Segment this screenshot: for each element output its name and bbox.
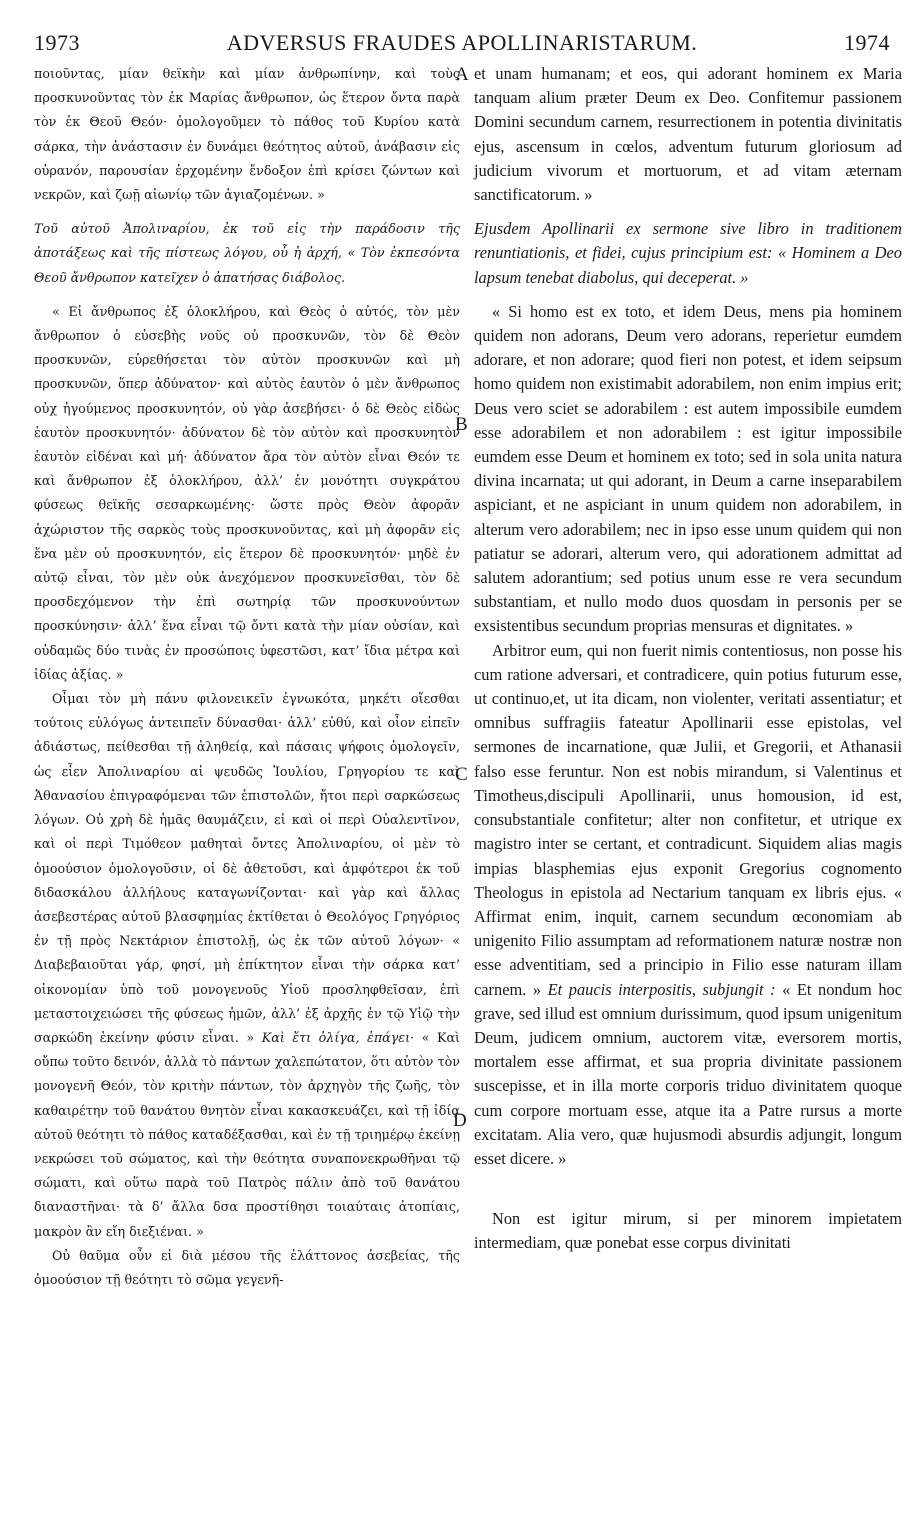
- greek-paragraph-quote: « Εἰ ἄνθρωπος ἐξ ὁλοκλήρου, καὶ Θεὸς ὁ αὐτός, τὸν μὲν ἄνθρωπον ὁ εὐσεβὴς νοῦς οὐ προσκυνῶν, τὸν δὲ Θεὸν προσκυνῶν, εὑρεθήσεται τὸν αὐτὸν προσκυνῶν καὶ μὴ προσκυνῶν, ὅπερ ἀδύνατον· καὶ αὐτὸς ἑαυτὸν ὁ μὲν ἄνθρωπος οὐχ ἡγούμενος προσκυνητόν, οὐ γὰρ ἀσεβήσει· ὁ δὲ Θεὸς εἰδὼς ἑαυτὸν προσκυνητόν· ἀδύνατον δὲ τὸν αὐτὸν καὶ προσκυνητὸν ἑαυτὸν εἰδέναι καὶ μή· ἀδύνατον ἄρα τὸν αὐτὸν εἶναι Θεόν τε καὶ ἄνθρωπον ἐξ ὁλοκλήρου, ἀλλ’ ἐν μονότητι συγκράτου φύσεως θεϊκῆς σεσαρκωμένης· ὥστε πρὸς Θεὸν ἀφορᾶν ἀχώριστον τῆς σαρκὸς τοὺς προσκυνοῦντας, καὶ μὴ ἀφορᾶν εἰς ἕνα μὲν οὐ προσκυνητόν, εἰς ἕτερον δὲ προσκυνητόν· μηδὲ ἐν αὐτῷ εἶναι, τὸν μὲν οὐκ ἀνεχόμενον προσκυνεῖσθαι, τὸν δὲ προσδεχόμενον τὴν ἐπὶ σωτηρίᾳ τῶν προσκυνούντων προσκύνησιν· ἀλλ’ ἕνα εἶναι τῷ ὄντι κατὰ τὴν μίαν οὐσίαν, καὶ οὐδαμῶς δύο τινὰς ἐν προσώποις ὑφεστῶσι, κατ’ ἴδια μέτρα καὶ ἰδίας ἀξίας. »: [34, 303, 460, 682]
- greek-main-text-cont: « Καὶ οὔπω τοῦτο δεινόν, ἀλλὰ τὸ πάντων χαλεπώτατον, ὅτι αὐτὸν τὸν μονογενῆ Θεόν, τὸν κριτὴν πάντων, τὸν ἀρχηγὸν τῆς ζωῆς, τὸν καθαιρέτην τοῦ θανάτου θνητὸν εἶναι κακασκευάζει, καὶ τῇ ἰδίᾳ αὐτοῦ θεότητι τὸ πάθος καταδέξασθαι, καὶ ἐν τῇ τριημέρῳ ἐκείνῃ νεκρώσει τοῦ σώματος, καὶ τὴν θεότητα συναπονεκρωθῆναι τῷ σώματι, καὶ οὕτω παρὰ τοῦ Πατρὸς πάλιν ἀπὸ τοῦ θανάτου διαναστῆναι· τὰ δ’ ἄλλα δσα προστίθησι τοιαύταις ἀτοπίαις, μακρὸν ἂν εἴη διεξιέναι. »: [34, 1029, 460, 1239]
- greek-inline-italic: Καὶ ἔτι ὀλίγα, ἐπάγει·: [261, 1029, 415, 1045]
- latin-main-text-cont: « Et nondum hoc grave, sed illud est omnium durissimum, quod ipsum unigenitum Deum, judicem omnium, auctorem vitæ, eversorem mortis, mortalem esse affirmat, et sua propria divinitate passionem suscepisse, et in illa morte corporis triduo divinitatem quoque cum corpore mortuam esse, atque ita a Patre rursus a morte excitatam. Alia vero, quæ hujusmodi absurdis adjungit, longum esset dicere. »: [474, 979, 902, 1168]
- latin-main-text: Arbitror eum, qui non fuerit nimis contentiosus, non posse his cum ratione adversari, et contradicere, quin potius futurum esse, ut continuo,et, ut ita dicam, non violenter, veritati assentiatur; et omnibus suffragiis fateatur Apollinarii esse epistolas, vel sermones de incarnatione, quæ Julii, et Gregorii, et Athanasii falso esse feruntur. Non est nobis mirandum, si Valentinus et Timotheus,discipuli Apollinarii, unus homousion, id est, consubstantiale confitetur; alter non confitetur, et utrique ex magistro inter se certant, et contradicunt. Siquidem alias magis impias blasphemias ejus exponit Gregorius cognomento Theologus in epistola ad Nectarium tanquam ex libris ejus. « Affirmat enim, inquit, carnem secundum œconomiam ab unigenito Filio assumptam ad reformationem naturæ nostræ non esse adventitiam, sed a principio in Filio esse naturam illam carnem. »: [474, 640, 902, 999]
- latin-paragraph-1: et unam humanam; et eos, qui adorant hominem ex Maria tanquam alium præter Deum ex Deo. Confitemur passionem Domini secundum carnem, resurrectionem in potentia divinitatis ejus, ascensum in cœlos, adventum futurum gloriosum ad judicium vivorum et mortuorum, et ad vitam æternam sanctificatorum. »: [474, 64, 902, 205]
- greek-main-text: Οἶμαι τὸν μὴ πάνυ φιλονεικεῖν ἐγνωκότα, μηκέτι οἴεσθαι τούτοις εὐλόγως ἀντειπεῖν δύνασθαι· ἀλλ’ εὐθύ, καὶ οἷον εἰπεῖν ἀδιάστως, πείθεσθαι τῇ ἀληθείᾳ, καὶ πάσαις ψήφοις ὁμολογεῖν, ὡς εἶεν Ἀπολιναρίου αἱ ψευδῶς Ἰουλίου, Γρηγορίου τε καὶ Ἀθανασίου ἐπιγραφόμεναι τῶν ἐπιστολῶν, ἤτοι περὶ σαρκώσεως λόγων. Οὐ χρὴ δὲ ἡμᾶς θαυμάζειν, εἰ καὶ οἱ περὶ Οὐαλεντῖνον, καὶ οἱ περὶ Τιμόθεον μαθηταὶ ὄντες Ἀπολιναρίου, οἱ μὲν τὸ ὁμοούσιον ὁμολογοῦσιν, οἱ δὲ ἀθετοῦσι, καὶ ἀμφότεροι ἐκ τοῦ διδασκάλου ἀλλήλους καταγωνίζονται· καὶ γὰρ καὶ ἄλλας ἀσεβεστέρας αὐτοῦ βλασφημίας ἐκτίθεται ὁ Θεολόγος Γρηγόριος ἐν τῇ πρὸς Νεκτάριον ἐπιστολῇ, ὡς ἐκ τῶν αὐτοῦ λόγων· « Διαβεβαιοῦται γάρ, φησί, μὴ ἐπίκτητον εἶναι τὴν σάρκα κατ’ οἰκονομίαν ὑπὸ τοῦ μονογενοῦς Υἱοῦ προσληφθεῖσαν, ἐπὶ μεταστοιχειώσει τῆς φύσεως ἡμῶν, ἀλλ’ ἐξ ἀρχῆς ἐν τῷ Υἱῷ τὴν σαρκώδη ἐκείνην φύσιν εἶναι. »: [34, 691, 460, 1045]
- greek-paragraph-final: Οὐ θαῦμα οὖν εἰ διὰ μέσου τῆς ἐλάττονος ἀσεβείας, τῆς ὁμοούσιον τῇ θεότητι τὸ σῶμα γεγενῆ-: [34, 1247, 460, 1287]
- section-marker-b: B: [455, 414, 468, 435]
- page-number-right: 1974: [844, 30, 890, 55]
- greek-citation-heading: Τοῦ αὐτοῦ Ἀπολιναρίου, ἐκ τοῦ εἰς τὴν παράδοσιν τῆς ἀποτάξεως καὶ τῆς πίστεως λόγου, οὗ ἡ ἀρχή, « Τὸν ἐκπεσόντα Θεοῦ ἄνθρωπον κατεῖχεν ὁ ἀπατήσας διάβολος.: [34, 221, 460, 285]
- section-marker-a: A: [455, 64, 469, 85]
- page-header: [34, 30, 890, 62]
- latin-paragraph-final: Non est igitur mirum, si per minorem impietatem intermediam, quæ ponebat esse corpus divinitati: [474, 1209, 902, 1253]
- latin-citation-heading: Ejusdem Apollinarii ex sermone sive libro in traditionem renuntiationis, et fidei, cujus principium est: « Hominem a Deo lapsum tenebat diabolus, qui deceperat. »: [474, 219, 902, 287]
- latin-column: [474, 62, 902, 1256]
- greek-paragraph-1: ποιοῦντας, μίαν θεϊκὴν καὶ μίαν ἀνθρωπίνην, καὶ τοὺς προσκυνοῦντας τὸν ἐκ Μαρίας ἄνθρωπον, ὡς ἕτερον ὄντα παρὰ τὸν ἐκ Θεοῦ Θεόν· ὁμολογοῦμεν τὸ πάθος τοῦ Κυρίου κατὰ σάρκα, τὴν ἀνάστασιν ἐν δυνάμει θεότητος αὐτοῦ, ἀνάβασιν εἰς οὐρανόν, παρουσίαν ἐρχομένην ἔνδοξον ἐπὶ κρίσει ζώντων καὶ νεκρῶν, καὶ ζωῇ αἰωνίῳ τῶν ἁγιαζομένων. »: [34, 66, 460, 203]
- page-number-left: 1973: [34, 30, 80, 55]
- latin-inline-italic: Et paucis interpositis, subjungit :: [547, 979, 776, 999]
- running-title: ADVERSUS FRAUDES APOLLINARISTARUM.: [226, 30, 698, 55]
- greek-paragraph-main: [34, 687, 460, 1244]
- latin-paragraph-quote: « Si homo est ex toto, et idem Deus, mens pia hominem quidem non adorans, Deum vero adorans, reperietur eumdem adorare, et non adorare; quod fieri non potest, et idem seipsum homo quidem non existimabit adorabilem, non enim impius erit; Deus vero sciet se adorabilem : est autem impossibile eumdem esse adorabilem et non adorabilem : est igitur impossibile eumdem esse Deum et hominem ex toto; sed in sola unita natura divina incarnata; ut qui adorant, in Deum a carne inseparabilem aspiciant, et ne aspiciant in unum quidem non adorabilem, in alterum vero adorabilem; nec in ipso esse unum quidem qui non patiatur se adorari, alterum vero, qui adorationem admittat ad salutem adorantium; sed potius unum esse re vera secundum substantiam, et nullo modo duos quosdam in personis per se exsistentibus secundum proprias mensuras et dignitates. »: [474, 301, 902, 636]
- section-marker-c: C: [455, 764, 468, 785]
- section-marker-d: D: [453, 1110, 467, 1131]
- greek-column: [34, 62, 460, 1292]
- latin-paragraph-main: [474, 639, 902, 1171]
